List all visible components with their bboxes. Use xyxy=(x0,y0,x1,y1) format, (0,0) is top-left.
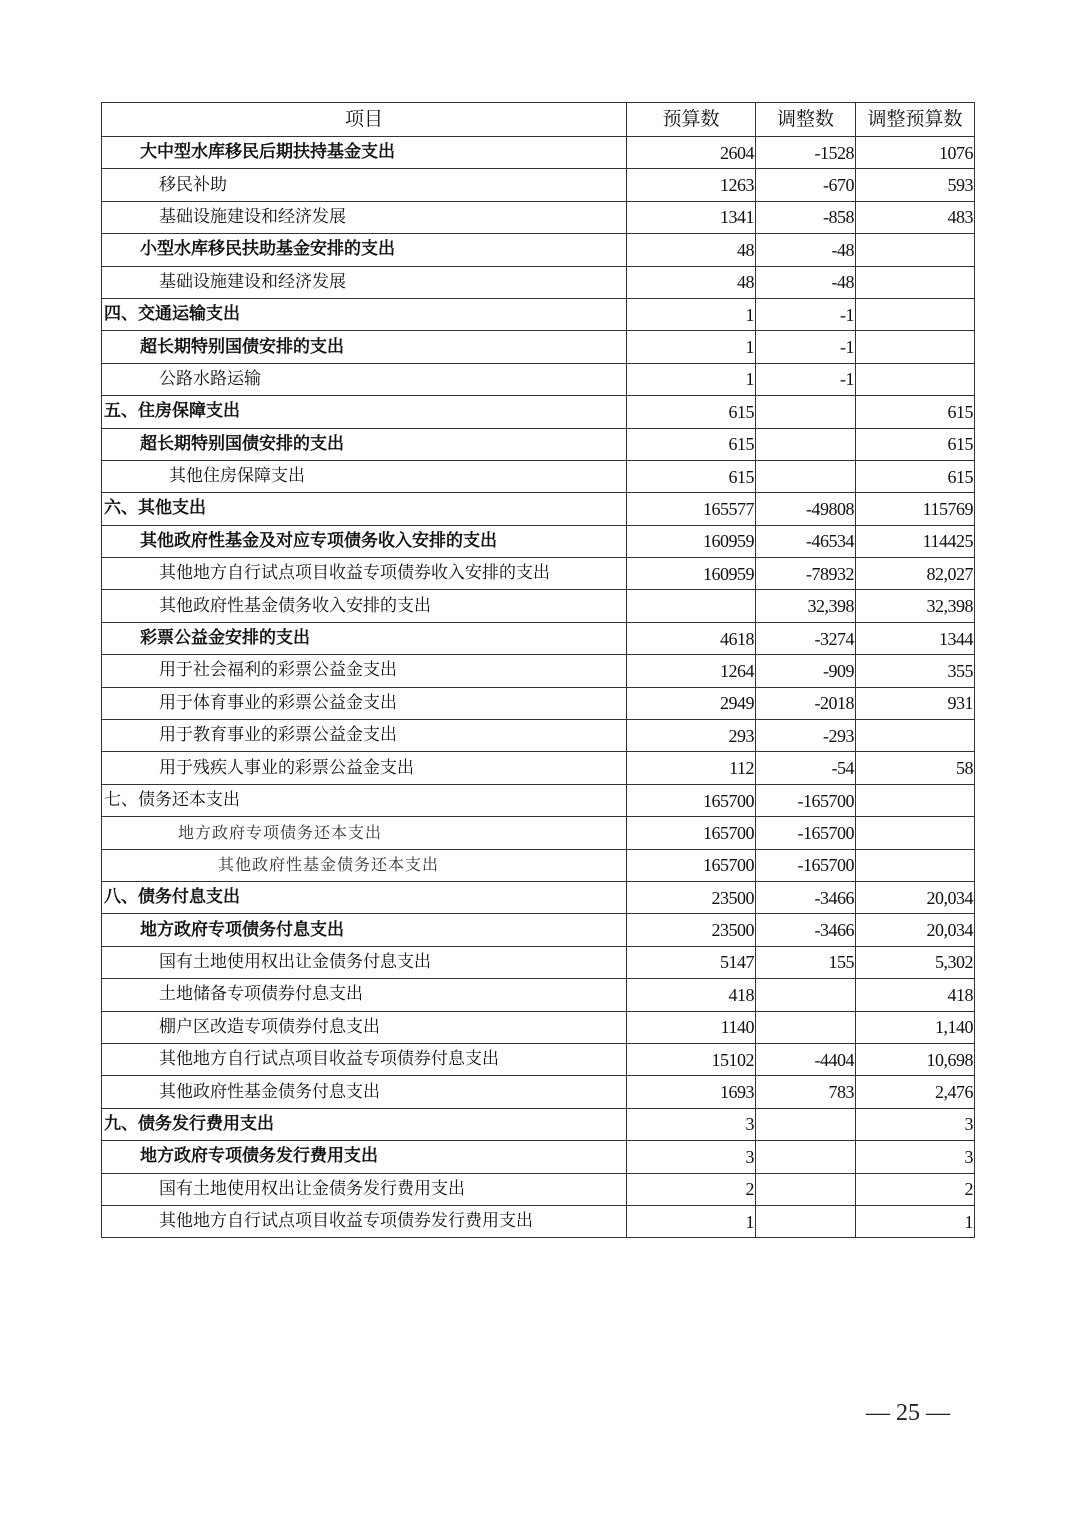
row-name: 其他地方自行试点项目收益专项债券付息支出 xyxy=(102,1043,627,1075)
row-adjusted-budget: 32,398 xyxy=(856,590,975,622)
row-adjustment xyxy=(756,1173,856,1205)
row-budget: 23500 xyxy=(627,914,756,946)
table-row xyxy=(102,687,975,719)
row-adjusted-budget: 20,034 xyxy=(856,881,975,913)
page-number: — 25 — xyxy=(866,1400,950,1426)
table-row xyxy=(102,169,975,201)
table-row xyxy=(102,752,975,784)
row-name: 五、住房保障支出 xyxy=(102,396,627,428)
table-row xyxy=(102,784,975,816)
row-adjustment: -1 xyxy=(756,363,856,395)
table-row xyxy=(102,493,975,525)
table-row xyxy=(102,298,975,330)
row-budget: 165700 xyxy=(627,817,756,849)
row-adjusted-budget: 1 xyxy=(856,1205,975,1237)
row-adjusted-budget: 1344 xyxy=(856,622,975,654)
row-adjustment: -54 xyxy=(756,752,856,784)
table-header-row xyxy=(102,103,975,137)
table-row xyxy=(102,558,975,590)
row-budget: 3 xyxy=(627,1108,756,1140)
row-name: 基础设施建设和经济发展 xyxy=(102,201,627,233)
table-row xyxy=(102,849,975,881)
row-name: 超长期特别国债安排的支出 xyxy=(102,331,627,363)
table-row xyxy=(102,331,975,363)
row-budget: 112 xyxy=(627,752,756,784)
row-name: 用于教育事业的彩票公益金支出 xyxy=(102,720,627,752)
table-body xyxy=(102,137,975,1238)
row-budget: 1 xyxy=(627,298,756,330)
row-adjustment: -4404 xyxy=(756,1043,856,1075)
row-adjustment: 155 xyxy=(756,946,856,978)
row-budget: 23500 xyxy=(627,881,756,913)
row-budget: 5147 xyxy=(627,946,756,978)
row-name: 六、其他支出 xyxy=(102,493,627,525)
row-adjustment: -48 xyxy=(756,266,856,298)
row-adjustment: -1 xyxy=(756,331,856,363)
row-adjusted-budget xyxy=(856,363,975,395)
row-adjustment xyxy=(756,1011,856,1043)
table-row xyxy=(102,396,975,428)
row-adjusted-budget: 114425 xyxy=(856,525,975,557)
table-row xyxy=(102,881,975,913)
row-adjusted-budget: 10,698 xyxy=(856,1043,975,1075)
table-row xyxy=(102,817,975,849)
row-budget: 2604 xyxy=(627,137,756,169)
table-row xyxy=(102,1043,975,1075)
row-adjusted-budget: 1,140 xyxy=(856,1011,975,1043)
row-adjustment: -858 xyxy=(756,201,856,233)
row-budget: 1 xyxy=(627,363,756,395)
table-row xyxy=(102,1108,975,1140)
row-name: 大中型水库移民后期扶持基金支出 xyxy=(102,137,627,169)
row-adjustment xyxy=(756,428,856,460)
row-adjustment: -48 xyxy=(756,234,856,266)
row-adjustment: -3274 xyxy=(756,622,856,654)
row-name: 棚户区改造专项债券付息支出 xyxy=(102,1011,627,1043)
row-adjustment: -1 xyxy=(756,298,856,330)
row-adjusted-budget xyxy=(856,298,975,330)
row-adjustment: -49808 xyxy=(756,493,856,525)
row-adjustment: -165700 xyxy=(756,817,856,849)
row-name: 用于体育事业的彩票公益金支出 xyxy=(102,687,627,719)
row-adjusted-budget xyxy=(856,784,975,816)
row-adjustment: -293 xyxy=(756,720,856,752)
table-row xyxy=(102,914,975,946)
row-adjustment: -909 xyxy=(756,655,856,687)
table-row xyxy=(102,720,975,752)
row-adjusted-budget: 418 xyxy=(856,979,975,1011)
header-adjusted-budget: 调整预算数 xyxy=(856,103,975,137)
row-name: 其他住房保障支出 xyxy=(102,460,627,492)
row-budget: 2 xyxy=(627,1173,756,1205)
row-adjustment: 32,398 xyxy=(756,590,856,622)
row-adjusted-budget: 5,302 xyxy=(856,946,975,978)
row-name: 七、债务还本支出 xyxy=(102,784,627,816)
row-name: 公路水路运输 xyxy=(102,363,627,395)
row-name: 移民补助 xyxy=(102,169,627,201)
row-budget xyxy=(627,590,756,622)
row-budget: 48 xyxy=(627,266,756,298)
row-budget: 160959 xyxy=(627,525,756,557)
row-name: 地方政府专项债务发行费用支出 xyxy=(102,1141,627,1173)
table-row xyxy=(102,234,975,266)
row-budget: 1264 xyxy=(627,655,756,687)
row-name: 八、债务付息支出 xyxy=(102,881,627,913)
row-adjustment xyxy=(756,1108,856,1140)
row-name: 四、交通运输支出 xyxy=(102,298,627,330)
table-row xyxy=(102,622,975,654)
row-adjustment xyxy=(756,1205,856,1237)
row-name: 超长期特别国债安排的支出 xyxy=(102,428,627,460)
row-name: 彩票公益金安排的支出 xyxy=(102,622,627,654)
row-budget: 1263 xyxy=(627,169,756,201)
row-budget: 165577 xyxy=(627,493,756,525)
header-adjustment: 调整数 xyxy=(756,103,856,137)
header-item: 项目 xyxy=(102,103,627,137)
row-budget: 48 xyxy=(627,234,756,266)
row-budget: 15102 xyxy=(627,1043,756,1075)
row-adjustment xyxy=(756,979,856,1011)
row-adjusted-budget xyxy=(856,720,975,752)
row-adjusted-budget xyxy=(856,234,975,266)
row-name: 地方政府专项债务付息支出 xyxy=(102,914,627,946)
row-name: 其他政府性基金及对应专项债务收入安排的支出 xyxy=(102,525,627,557)
row-budget: 418 xyxy=(627,979,756,1011)
row-adjusted-budget: 58 xyxy=(856,752,975,784)
table-row xyxy=(102,655,975,687)
row-budget: 1 xyxy=(627,331,756,363)
row-name: 其他政府性基金债务还本支出 xyxy=(102,849,627,881)
row-budget: 4618 xyxy=(627,622,756,654)
table-row xyxy=(102,266,975,298)
row-name: 其他地方自行试点项目收益专项债券收入安排的支出 xyxy=(102,558,627,590)
row-adjusted-budget: 615 xyxy=(856,460,975,492)
table-row xyxy=(102,460,975,492)
row-adjusted-budget: 2 xyxy=(856,1173,975,1205)
row-name: 其他地方自行试点项目收益专项债券发行费用支出 xyxy=(102,1205,627,1237)
row-adjusted-budget xyxy=(856,331,975,363)
row-name: 九、债务发行费用支出 xyxy=(102,1108,627,1140)
row-adjusted-budget xyxy=(856,817,975,849)
header-budget: 预算数 xyxy=(627,103,756,137)
row-adjusted-budget: 931 xyxy=(856,687,975,719)
row-adjusted-budget: 483 xyxy=(856,201,975,233)
table-row xyxy=(102,201,975,233)
row-budget: 160959 xyxy=(627,558,756,590)
row-adjusted-budget: 2,476 xyxy=(856,1076,975,1108)
row-adjusted-budget: 615 xyxy=(856,428,975,460)
table-row xyxy=(102,590,975,622)
row-adjusted-budget: 593 xyxy=(856,169,975,201)
table-row xyxy=(102,946,975,978)
row-budget: 2949 xyxy=(627,687,756,719)
row-adjustment: 783 xyxy=(756,1076,856,1108)
row-budget: 615 xyxy=(627,428,756,460)
row-budget: 1 xyxy=(627,1205,756,1237)
row-name: 小型水库移民扶助基金安排的支出 xyxy=(102,234,627,266)
row-adjustment: -1528 xyxy=(756,137,856,169)
row-adjusted-budget: 115769 xyxy=(856,493,975,525)
table-row xyxy=(102,1141,975,1173)
row-name: 用于社会福利的彩票公益金支出 xyxy=(102,655,627,687)
row-adjustment: -2018 xyxy=(756,687,856,719)
row-adjusted-budget xyxy=(856,266,975,298)
table-row xyxy=(102,1076,975,1108)
row-adjustment: -46534 xyxy=(756,525,856,557)
row-budget: 1140 xyxy=(627,1011,756,1043)
row-name: 基础设施建设和经济发展 xyxy=(102,266,627,298)
row-adjusted-budget: 3 xyxy=(856,1108,975,1140)
table-row xyxy=(102,525,975,557)
row-name: 其他政府性基金债务收入安排的支出 xyxy=(102,590,627,622)
row-adjustment xyxy=(756,1141,856,1173)
row-adjustment: -165700 xyxy=(756,849,856,881)
row-adjustment: -78932 xyxy=(756,558,856,590)
row-budget: 3 xyxy=(627,1141,756,1173)
table-row xyxy=(102,979,975,1011)
row-name: 土地储备专项债券付息支出 xyxy=(102,979,627,1011)
table-row xyxy=(102,137,975,169)
row-adjusted-budget: 1076 xyxy=(856,137,975,169)
row-budget: 293 xyxy=(627,720,756,752)
row-budget: 1341 xyxy=(627,201,756,233)
row-name: 其他政府性基金债务付息支出 xyxy=(102,1076,627,1108)
row-adjustment: -670 xyxy=(756,169,856,201)
row-adjusted-budget: 82,027 xyxy=(856,558,975,590)
row-budget: 615 xyxy=(627,396,756,428)
row-budget: 1693 xyxy=(627,1076,756,1108)
row-name: 地方政府专项债务还本支出 xyxy=(102,817,627,849)
row-budget: 165700 xyxy=(627,784,756,816)
row-name: 国有土地使用权出让金债务发行费用支出 xyxy=(102,1173,627,1205)
table-row xyxy=(102,428,975,460)
row-name: 用于残疾人事业的彩票公益金支出 xyxy=(102,752,627,784)
row-budget: 165700 xyxy=(627,849,756,881)
row-adjusted-budget: 3 xyxy=(856,1141,975,1173)
row-adjusted-budget: 615 xyxy=(856,396,975,428)
table-row xyxy=(102,1173,975,1205)
table-row xyxy=(102,1205,975,1237)
row-budget: 615 xyxy=(627,460,756,492)
row-adjustment: -3466 xyxy=(756,914,856,946)
row-adjustment: -3466 xyxy=(756,881,856,913)
row-adjusted-budget xyxy=(856,849,975,881)
row-adjustment: -165700 xyxy=(756,784,856,816)
table-row xyxy=(102,363,975,395)
row-adjustment xyxy=(756,460,856,492)
budget-table xyxy=(101,102,975,1238)
row-adjustment xyxy=(756,396,856,428)
row-name: 国有土地使用权出让金债务付息支出 xyxy=(102,946,627,978)
row-adjusted-budget: 355 xyxy=(856,655,975,687)
row-adjusted-budget: 20,034 xyxy=(856,914,975,946)
table-row xyxy=(102,1011,975,1043)
